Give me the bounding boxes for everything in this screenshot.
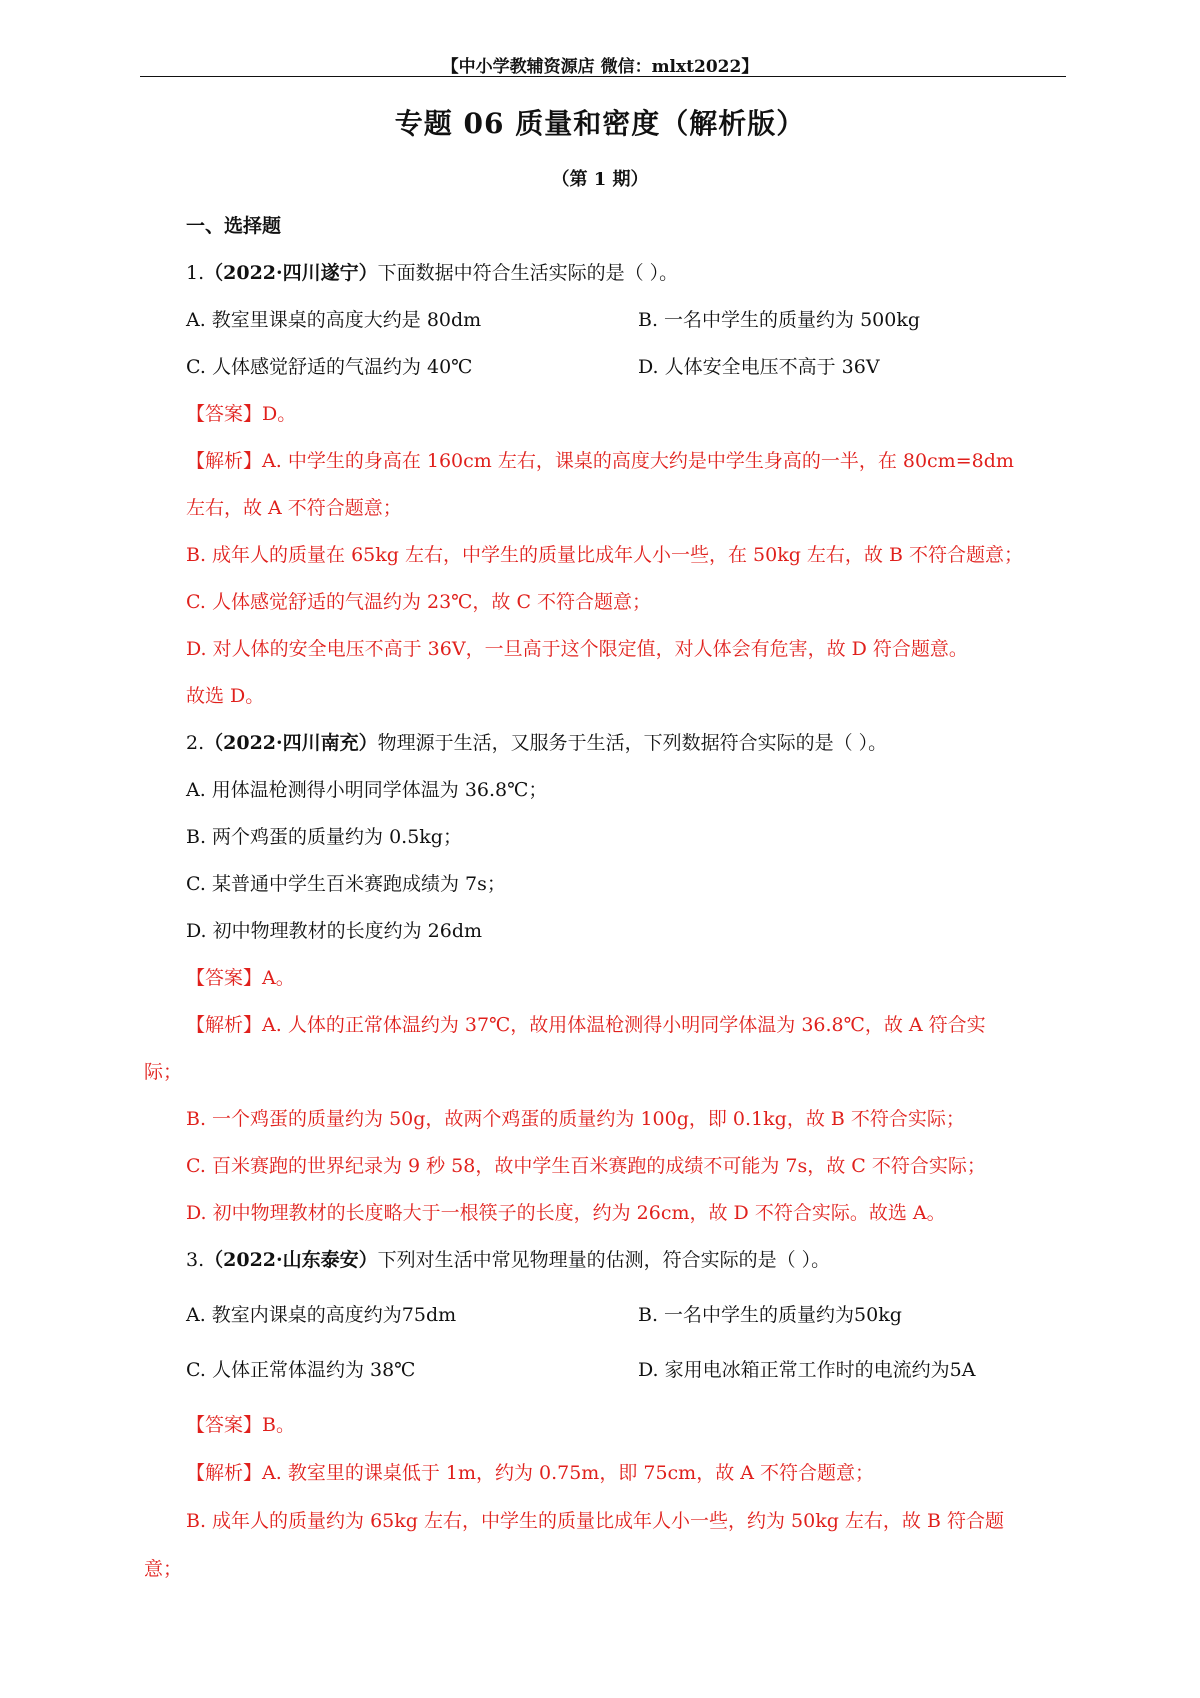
option-c: C. 人体正常体温约为 38℃ [186, 1359, 416, 1381]
analysis-line: 【解析】A. 中学生的身高在 160cm 左右，课桌的高度大约是中学生身高的一半，在 80cm=8dm [186, 450, 1014, 472]
question-source: （2022·四川遂宁） [204, 262, 378, 284]
question-number: 2. [186, 732, 205, 754]
option-d: D. 人体安全电压不高于 36V [638, 356, 880, 378]
question-source: （2022·山东泰安） [204, 1249, 378, 1271]
option-b: B. 一名中学生的质量约为 500kg [638, 309, 921, 331]
question-1 [186, 260, 678, 286]
question-number: 1. [186, 262, 205, 284]
answer [186, 401, 296, 427]
answer-label: 【答案】 [186, 1414, 263, 1436]
analysis-line: B. 一个鸡蛋的质量约为 50g，故两个鸡蛋的质量约为 100g，即 0.1kg，故 B 不符合实际； [186, 1108, 965, 1130]
analysis-line: B. 成年人的质量约为 65kg 左右，中学生的质量比成年人小一些，约为 50kg 左右，故 B 符合题 [186, 1510, 1004, 1532]
option-a: A. 用体温枪测得小明同学体温为 36.8℃； [186, 779, 548, 801]
question-2 [186, 730, 887, 756]
option-c: C. 人体感觉舒适的气温约为 40℃ [186, 356, 473, 378]
analysis-line: D. 对人体的安全电压不高于 36V，一旦高于这个限定值，对人体会有危害，故 D 符合题意。 [186, 638, 968, 660]
answer-label: 【答案】 [186, 403, 263, 425]
analysis-line: C. 人体感觉舒适的气温约为 23℃，故 C 不符合题意； [186, 591, 652, 613]
analysis-line: B. 成年人的质量在 65kg 左右，中学生的质量比成年人小一些，在 50kg 左右，故 B 不符合题意； [186, 544, 1023, 566]
analysis-line: D. 初中物理教材的长度略大于一根筷子的长度，约为 26cm，故 D 不符合实际。故选 A。 [186, 1202, 946, 1224]
analysis-line: 故选 D。 [186, 685, 265, 707]
option-d: D. 家用电冰箱正常工作时的电流约为5A [638, 1359, 976, 1381]
answer-label: 【答案】 [186, 967, 263, 989]
answer [186, 965, 295, 991]
question-stem: 物理源于生活，又服务于生活，下列数据符合实际的是（ ）。 [377, 732, 888, 754]
question-stem: 下面数据中符合生活实际的是（ ）。 [377, 262, 679, 284]
question-stem: 下列对生活中常见物理量的估测，符合实际的是（ ）。 [377, 1249, 831, 1271]
analysis-line: 际； [144, 1061, 183, 1083]
section-heading: 一、选择题 [186, 215, 282, 237]
option-d: D. 初中物理教材的长度约为 26dm [186, 920, 483, 942]
question-number: 3. [186, 1249, 205, 1271]
analysis-label: 【解析】 [186, 1462, 263, 1484]
answer-value: A。 [262, 967, 295, 989]
answer-value: B。 [262, 1414, 295, 1436]
page-header: 【中小学教辅资源店 微信：mlxt2022】 [441, 57, 759, 77]
option-c: C. 某普通中学生百米赛跑成绩为 7s； [186, 873, 506, 895]
question-3 [186, 1247, 830, 1273]
analysis-label: 【解析】 [186, 450, 263, 472]
page-title: 专题 06 质量和密度（解析版） [394, 107, 806, 140]
analysis-line: 意； [144, 1558, 183, 1580]
analysis-label: 【解析】 [186, 1014, 263, 1036]
option-b: B. 一名中学生的质量约为50kg [638, 1304, 902, 1326]
option-b: B. 两个鸡蛋的质量约为 0.5kg； [186, 826, 462, 848]
analysis-line: C. 百米赛跑的世界纪录为 9 秒 58，故中学生百米赛跑的成绩不可能为 7s，故 C 不符合实际； [186, 1155, 986, 1177]
header-divider [140, 76, 1066, 77]
analysis-line: 左右，故 A 不符合题意； [186, 497, 402, 519]
option-a: A. 教室内课桌的高度约为75dm [186, 1304, 457, 1326]
option-a: A. 教室里课桌的高度大约是 80dm [186, 309, 482, 331]
answer-value: D。 [262, 403, 297, 425]
answer [186, 1412, 295, 1438]
analysis-line: 【解析】A. 人体的正常体温约为 37℃，故用体温枪测得小明同学体温为 36.8℃，故 A 符合实 [186, 1014, 986, 1036]
page-subtitle: （第 1 期） [551, 169, 649, 190]
question-source: （2022·四川南充） [204, 732, 378, 754]
analysis-line: 【解析】A. 教室里的课桌低于 1m，约为 0.75m，即 75cm，故 A 不符合题意； [186, 1462, 874, 1484]
